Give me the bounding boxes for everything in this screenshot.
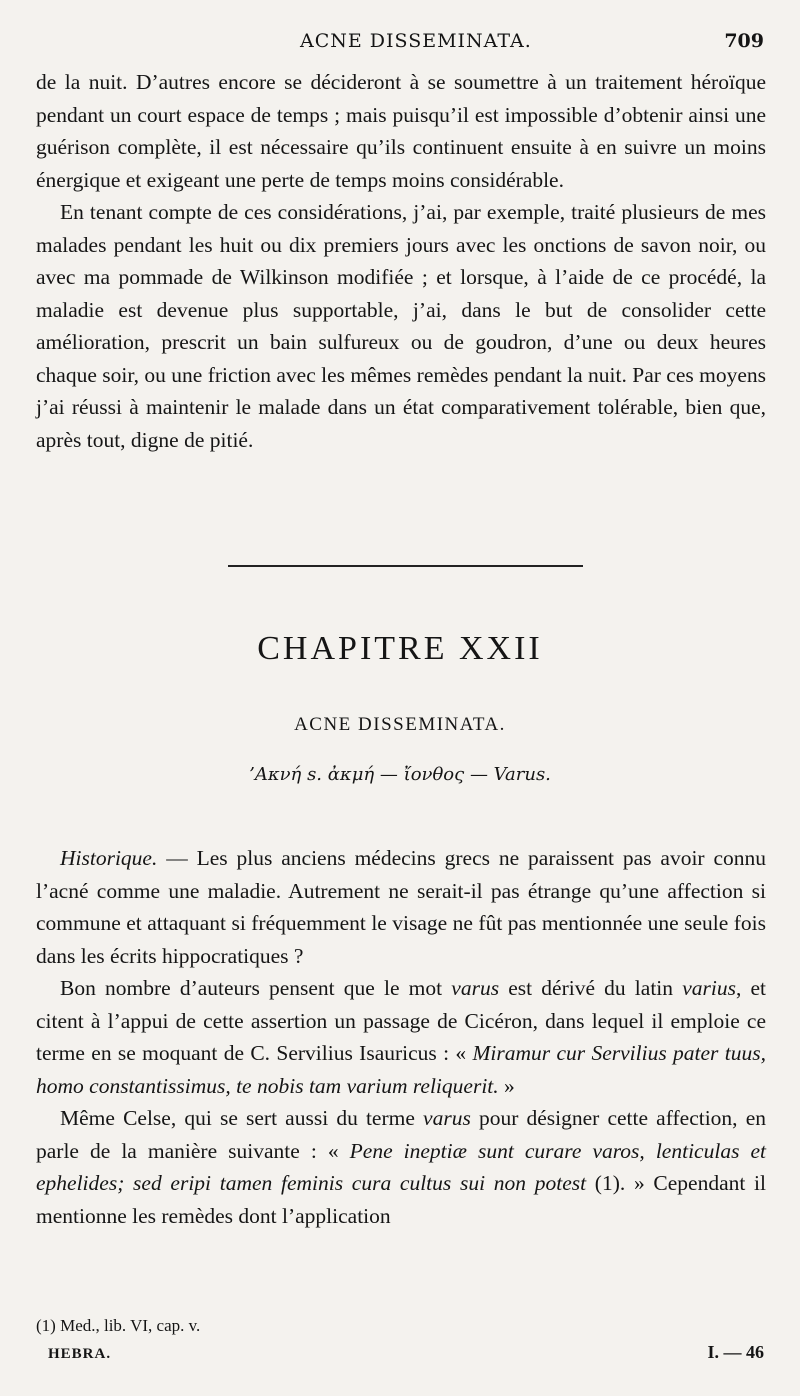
latin-quote: Pene ineptiæ sunt curare varos, lenticulas et ephelides; sed eripi tamen feminis cura cultus sui non potest [36,1138,766,1195]
paragraph-varus [36,972,766,1102]
latin-quote: Miramur cur Servilius pater tuus, homo constantissimus, te nobis tam varium reliquerit. [36,1041,766,1098]
text-run: , et citent à l’appui de cette assertion un passage de Cicéron, dans lequel il emploie ce terme en se moquant de C. Servilius Isauricus : « [36,976,766,1065]
running-title: ACNE DISSEMINATA. [300,30,532,52]
section-divider [228,565,583,567]
chapter-synonyms: ’Ακνή s. ἀκμή — ἴονθος — Varus. [249,764,551,785]
footnote: (1) Med., lib. VI, cap. v. [36,1316,201,1335]
text-run: » [498,1073,515,1098]
top-text [36,66,766,456]
running-head [0,30,800,60]
printer-signature: HEBRA. [48,1346,112,1362]
italic-term: varus [451,976,500,1000]
paragraph-historique [36,842,766,972]
historique-text: — Les plus anciens médecins grecs ne paraissent pas avoir connu l’acné comme une maladie. Autrement ne serait-il pas étrange qu’une affection si commune et attaquant si fréquemment le visage ne fût pas mentionnée une seule fois dans les écrits hippocratiques ? [36,846,766,968]
text-run: Bon nombre d’auteurs pensent que le mot [60,976,452,1000]
text-run: pour désigner cette affection, en parle de la manière suivante : « [36,1106,766,1163]
italic-term: varus [423,1106,471,1130]
sheet-mark: I. — 46 [707,1342,764,1362]
italic-term: varius [682,976,736,1000]
text-run: (1). » Cependant il mentionne les remèdes dont l’application [36,1171,766,1228]
chapter-subtitle: ACNE DISSEMINATA. [294,714,506,735]
page-number: 709 [724,30,764,52]
text-run: Même Celse, qui se sert aussi du terme [60,1106,424,1130]
chapter-text [36,842,766,1232]
paragraph-celse [36,1102,766,1232]
text-run: est dérivé du latin [499,976,683,1000]
paragraph-considerations: En tenant compte de ces considérations, j’ai, par exemple, traité plusieurs de mes malades pendant les huit ou dix premiers jours avec les onctions de savon noir, ou avec ma pommade de Wilkinson modifiée ; et lorsque, à l’aide de ce procédé, la maladie est devenue plus supportable, j’ai, dans le but de consolider cette amélioration, prescrit un bain sulfureux ou de goudron, d’une ou deux heures chaque soir, ou une friction avec les mêmes remèdes pendant la nuit. Par ces moyens j’ai réussi à maintenir le malade dans un état comparativement tolérable, bien que, après tout, digne de pitié. [36,200,766,452]
historique-label: Historique. [60,846,158,870]
paragraph-continuation: de la nuit. D’autres encore se décideront à se soumettre à un traitement héroïque pendant un court espace de temps ; mais puisqu’il est impossible d’obtenir ainsi une guérison complète, il est nécessaire qu’ils continuent ensuite à en suivre un moins énergique et exigeant une perte de temps moins considérable. [36,70,766,192]
chapter-title: CHAPITRE XXII [257,630,543,667]
